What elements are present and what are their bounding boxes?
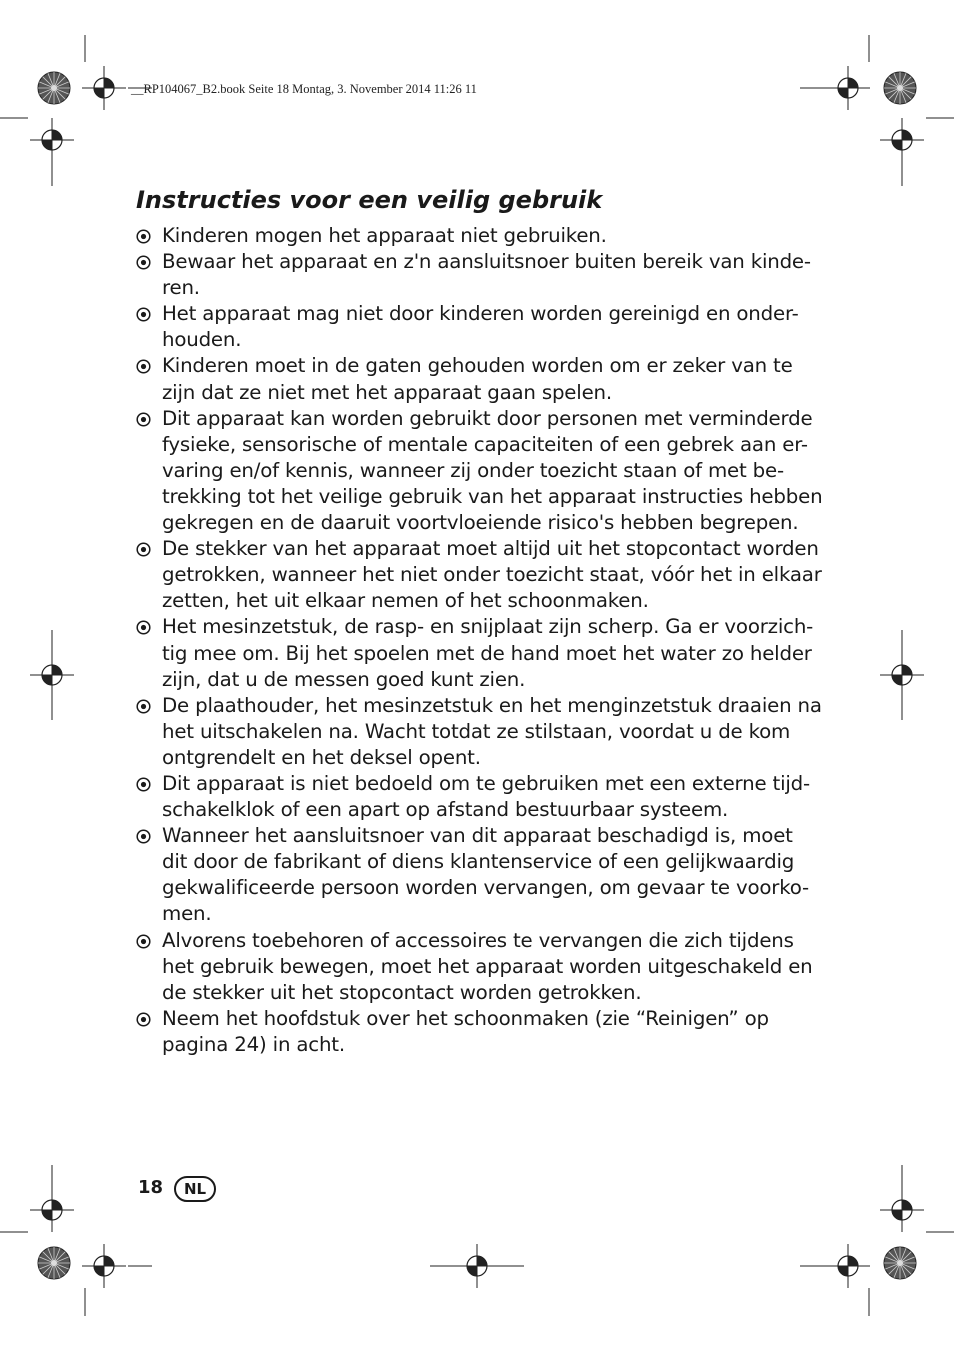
circled-dot-icon xyxy=(136,777,151,792)
page-number: 18 xyxy=(138,1177,164,1198)
list-item-line: ontgrendelt en het deksel opent. xyxy=(162,745,481,769)
list-item-line: varing en/of kennis, wanneer zij onder toezicht staan of met be- xyxy=(162,458,784,482)
list-item-line: gekwalificeerde persoon worden vervangen, om gevaar te voorko- xyxy=(162,876,809,900)
list-item-line: trekking tot het veilige gebruik van het apparaat instructies hebben xyxy=(162,484,823,508)
list-item-line: De stekker van het apparaat moet altijd uit het stopcontact worden xyxy=(162,537,819,561)
circled-dot-icon xyxy=(136,934,151,949)
circled-dot-icon xyxy=(136,620,151,635)
list-item-line: tig mee om. Bij het spoelen met de hand moet het water zo helder xyxy=(162,641,812,665)
list-item-line: Kinderen mogen het apparaat niet gebruiken. xyxy=(162,224,607,247)
list-item-line: Alvorens toebehoren of accessoires te vervangen die zich tijdens xyxy=(162,928,794,952)
safety-instructions-list xyxy=(136,223,823,1058)
list-item-line: zetten, het uit elkaar nemen of het schoonmaken. xyxy=(162,589,649,613)
list-item xyxy=(136,406,823,536)
list-item-line: Kinderen moet in de gaten gehouden worden om er zeker van te xyxy=(162,354,793,378)
list-item xyxy=(136,536,822,614)
list-item-line: Het apparaat mag niet door kinderen worden gereinigd en onder- xyxy=(162,302,799,326)
list-item-line: Het mesinzetstuk, de rasp- en snijplaat zijn scherp. Ga er voorzich- xyxy=(162,615,814,639)
print-header: __RP104067_B2.book Seite 18 Montag, 3. November 2014 11:26 11 xyxy=(131,82,477,96)
list-item xyxy=(136,693,822,771)
list-item-line: zijn dat ze niet met het apparaat gaan spelen. xyxy=(162,380,612,404)
circled-dot-icon xyxy=(136,542,151,557)
list-item-line: het uitschakelen na. Wacht totdat ze stilstaan, voordat u de kom xyxy=(162,719,791,743)
list-item-line: dit door de fabrikant of diens klantenservice of een gelijkwaardig xyxy=(162,850,795,874)
circled-dot-icon xyxy=(136,359,151,374)
list-item-line: Dit apparaat kan worden gebruikt door personen met verminderde xyxy=(162,406,813,430)
circled-dot-icon xyxy=(136,229,151,244)
list-item-line: het gebruik bewegen, moet het apparaat worden uitgeschakeld en xyxy=(162,954,813,978)
list-item-line: Neem het hoofdstuk over het schoonmaken (zie “Reinigen” op xyxy=(162,1006,769,1030)
list-item xyxy=(136,353,796,405)
circled-dot-icon xyxy=(136,307,151,322)
circled-dot-icon xyxy=(136,829,151,844)
list-item-line: Bewaar het apparaat en z'n aansluitsnoer buiten bereik van kinde- xyxy=(162,250,811,274)
list-item xyxy=(136,1006,796,1058)
list-item-line: gekregen en de daaruit voortvloeiende risico's hebben begrepen. xyxy=(162,511,799,535)
list-item-line: pagina 24) in acht. xyxy=(162,1032,345,1056)
list-item-line: getrokken, wanneer het niet onder toezicht staat, vóór het in elkaar xyxy=(162,563,822,587)
language-badge: NL xyxy=(174,1176,216,1202)
list-item xyxy=(136,771,810,823)
circled-dot-icon xyxy=(136,699,151,714)
list-item-line: ren. xyxy=(162,276,200,300)
circled-dot-icon xyxy=(136,255,151,270)
list-item-line: de stekker uit het stopcontact worden getrokken. xyxy=(162,980,642,1004)
list-item-line: Dit apparaat is niet bedoeld om te gebruiken met een externe tijd- xyxy=(162,771,810,795)
circled-dot-icon xyxy=(136,412,151,427)
list-item xyxy=(136,223,796,249)
list-item-line: fysieke, sensorische of mentale capaciteiten of een gebrek aan er- xyxy=(162,432,808,456)
circled-dot-icon xyxy=(136,1012,151,1027)
list-item-line: men. xyxy=(162,902,212,926)
list-item-line: Wanneer het aansluitsnoer van dit apparaat beschadigd is, moet xyxy=(162,824,793,848)
list-item-line: De plaathouder, het mesinzetstuk en het menginzetstuk draaien na xyxy=(162,693,822,717)
list-item xyxy=(136,614,814,692)
list-item xyxy=(136,301,799,353)
list-item xyxy=(136,249,811,301)
section-title: Instructies voor een veilig gebruik xyxy=(136,186,603,214)
list-item-line: schakelklok of een apart op afstand bestuurbaar systeem. xyxy=(162,798,729,822)
list-item-line: zijn, dat u de messen goed kunt zien. xyxy=(162,667,526,691)
list-item xyxy=(136,823,809,927)
list-item xyxy=(136,928,813,1006)
list-item-line: houden. xyxy=(162,328,242,352)
